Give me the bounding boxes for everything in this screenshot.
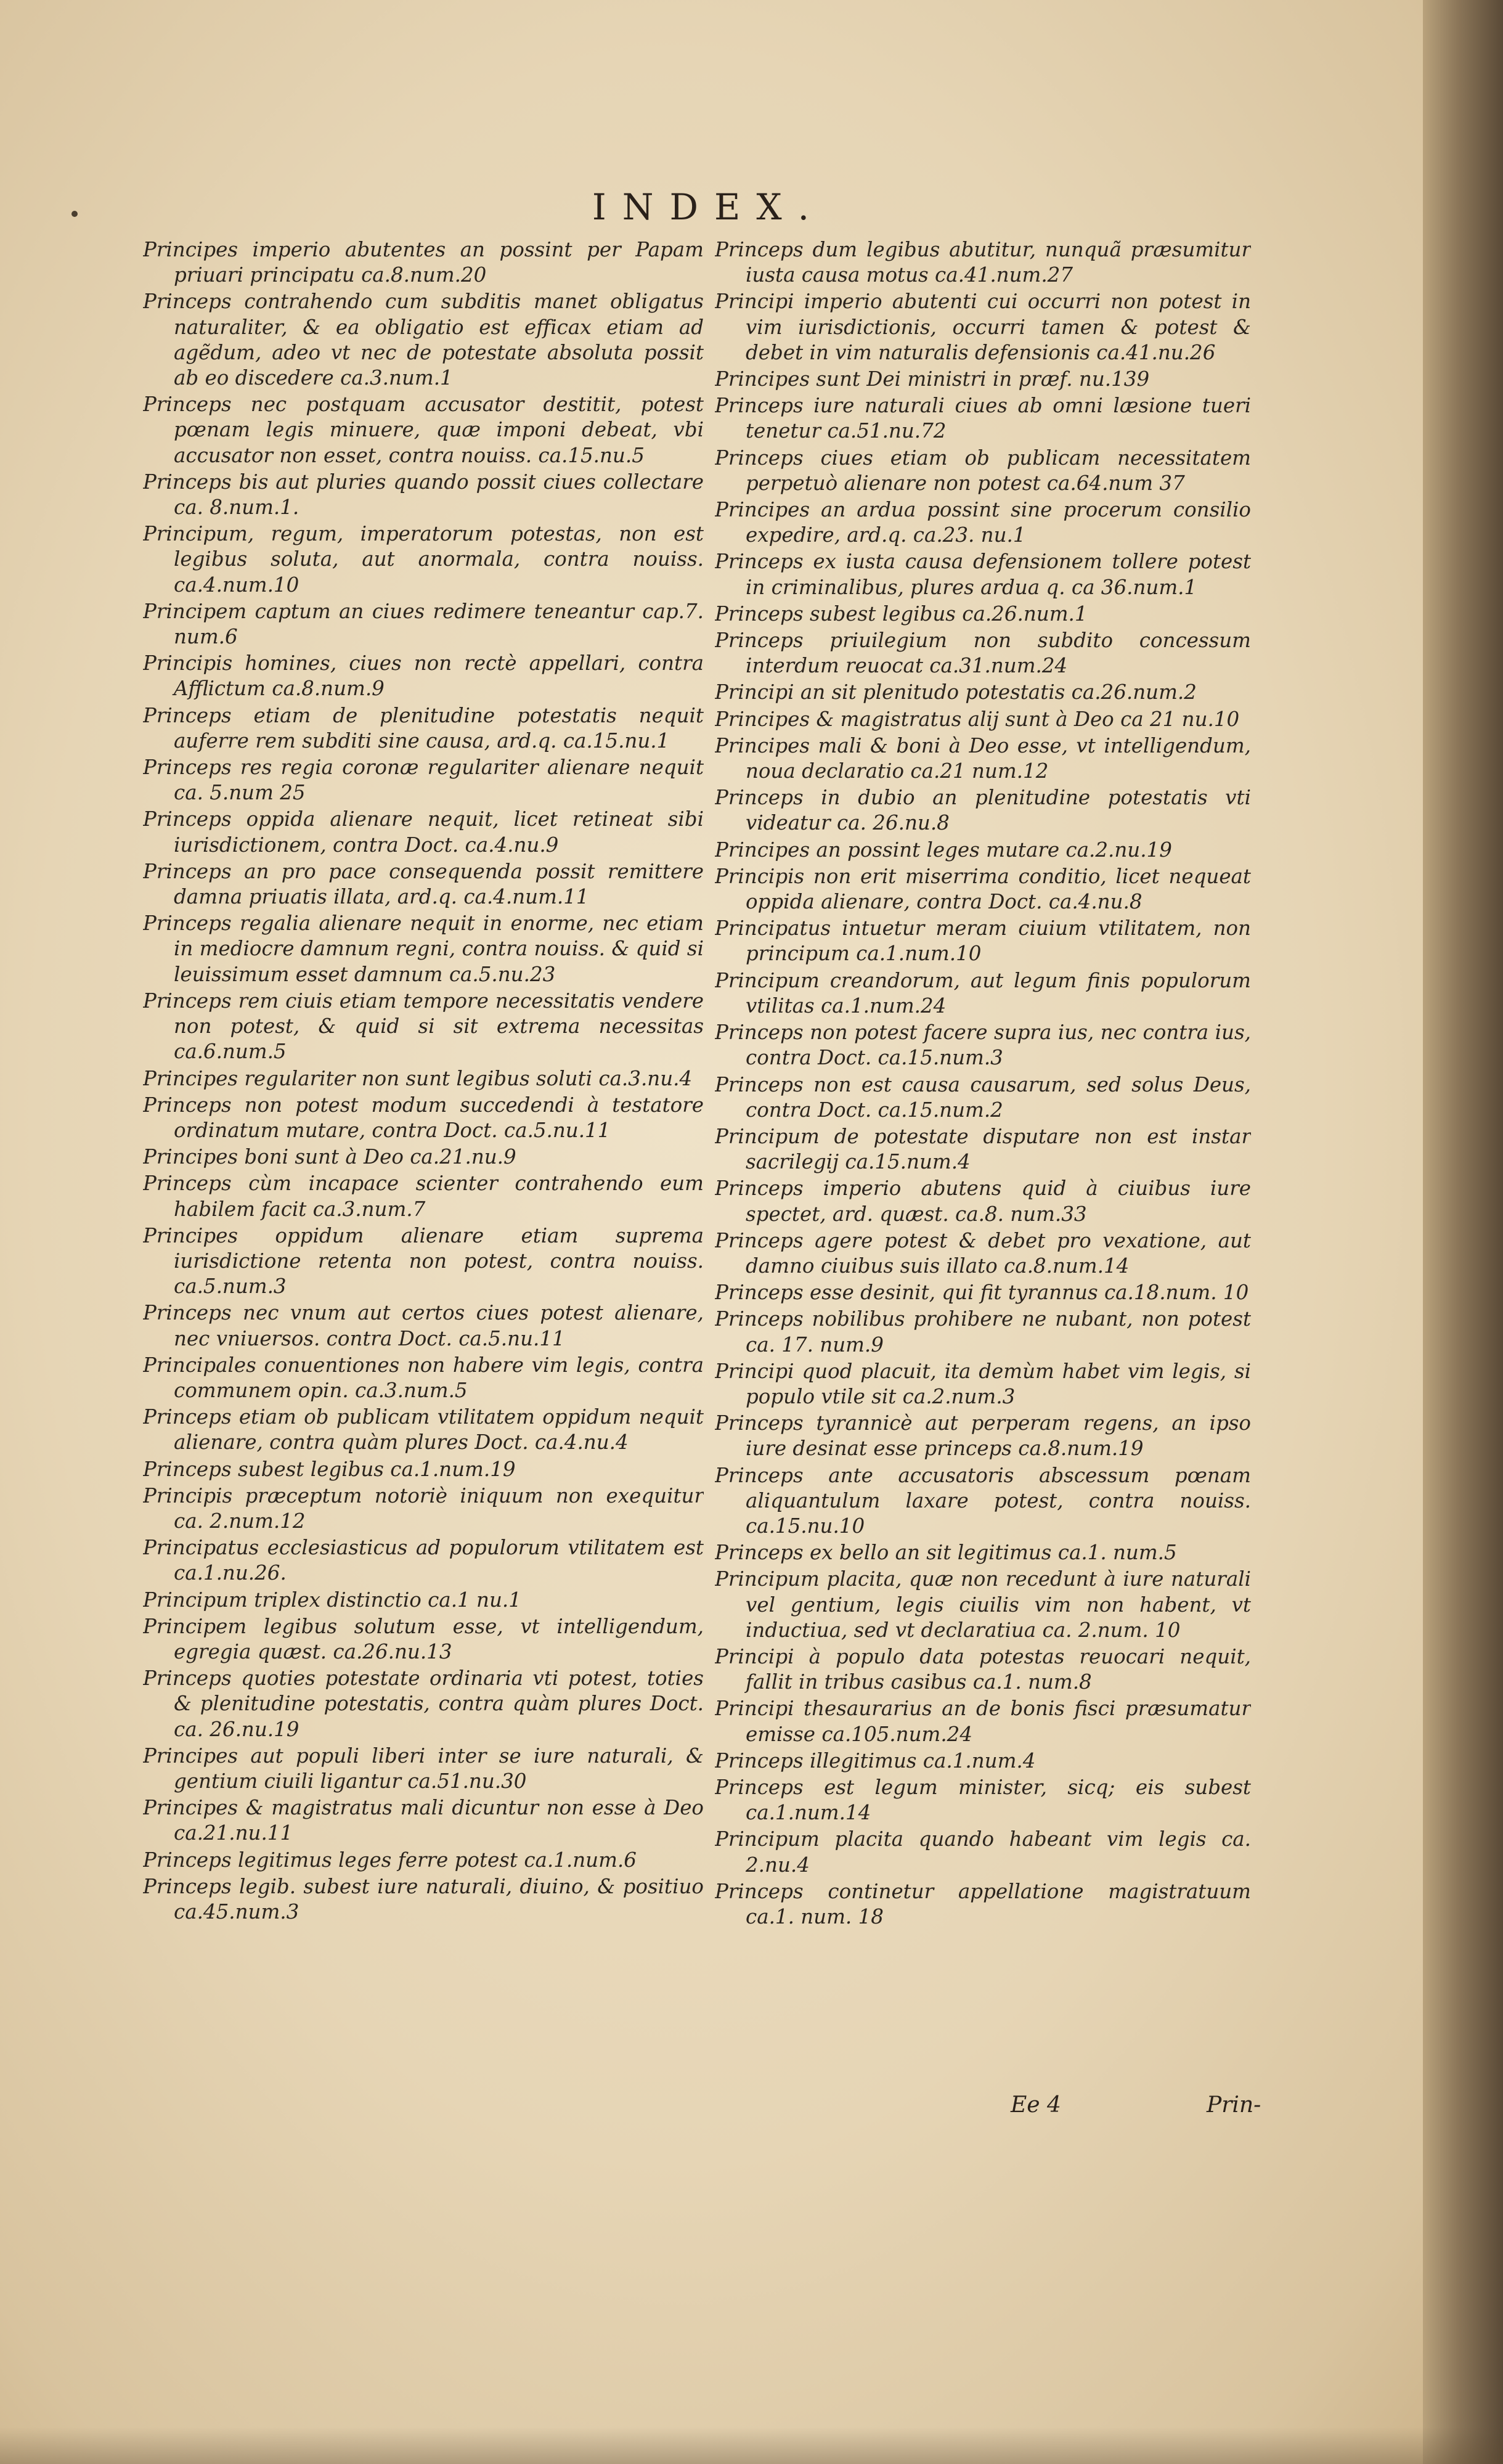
index-entry: Princeps cùm incapace scienter contrahendo eum habilem facit ca.3.num.7 [143,1172,704,1221]
index-entry: Principis homines, ciues non rectè appellari, contra Afflictum ca.8.num.9 [143,651,704,701]
index-entry: Principis non erit miserrima conditio, licet nequeat oppida alienare, contra Doct. ca.4.nu.8 [715,864,1251,914]
index-entry: Principi thesaurarius an de bonis fisci præsumatur emisse ca.105.num.24 [715,1697,1251,1746]
index-entry: Principes aut populi liberi inter se iure naturali, & gentium ciuili ligantur ca.51.nu.30 [143,1744,704,1793]
index-entry: Princeps agere potest & debet pro vexatione, aut damno ciuibus suis illato ca.8.num.14 [715,1228,1251,1278]
signature-mark: Ee 4 [1011,2092,1061,2118]
page-bottom-shadow [0,2427,1503,2464]
index-entry: Princeps ante accusatoris abscessum pœnam aliquantulum laxare potest, contra nouiss. ca.15.nu.10 [715,1463,1251,1538]
index-entry: Principum triplex distinctio ca.1 nu.1 [143,1588,521,1612]
index-entry: Princeps contrahendo cum subditis manet obligatus naturaliter, & ea obligatio est efficax etiam ad agẽdum, adeo vt nec de potestate absoluta possit ab eo discedere ca.3.num.1 [143,290,704,390]
index-entry: Princeps esse desinit, qui fit tyrannus ca.18.num. 10 [715,1281,1249,1305]
index-entry: Principes an ardua possint sine procerum consilio expedire, ard.q. ca.23. nu.1 [715,498,1251,547]
index-entry: Principum placita quando habeant vim legis ca. 2.nu.4 [715,1827,1251,1877]
index-entry: Princeps quoties potestate ordinaria vti potest, toties & plenitudine potestatis, contra quàm plures Doct. ca. 26.nu.19 [143,1666,704,1741]
index-entry: Princeps rem ciuis etiam tempore necessitatis vendere non potest, & quid si sit extrema necessitas ca.6.num.5 [143,989,704,1064]
index-entry: Princeps oppida alienare nequit, licet retineat sibi iurisdictionem, contra Doct. ca.4.nu.9 [143,807,704,857]
index-entry: Princeps non potest facere supra ius, nec contra ius, contra Doct. ca.15.num.3 [715,1021,1251,1070]
page-footer [1011,2092,1319,2129]
index-entry: Princeps ciues etiam ob publicam necessitatem perpetuò alienare non potest ca.64.num 37 [715,446,1251,495]
index-entry: Princeps illegitimus ca.1.num.4 [715,1748,1036,1773]
index-entry: Princeps in dubio an plenitudine potestatis vti videatur ca. 26.nu.8 [715,786,1251,835]
index-entry: Princeps est legum minister, sicq; eis subest ca.1.num.14 [715,1775,1251,1825]
index-entry: Principes & magistratus alij sunt à Deo ca 21 nu.10 [715,707,1240,731]
index-entry: Princeps nec postquam accusator destitit, potest pœnam legis minuere, quæ imponi debeat, vbi accusator non esset, contra nouiss. ca.15.nu.5 [143,393,704,467]
index-entry: Principem legibus solutum esse, vt intelligendum, egregia quæst. ca.26.nu.13 [143,1614,704,1663]
index-entry: Principes imperio abutentes an possint per Papam priuari principatu ca.8.num.20 [143,238,704,287]
index-entry: Princeps subest legibus ca.26.num.1 [715,602,1088,626]
index-entry: Principes & magistratus mali dicuntur non esse à Deo ca.21.nu.11 [143,1796,704,1845]
index-entry: Princeps ex iusta causa defensionem tollere potest in criminalibus, plures ardua q. ca 36.num.1 [715,550,1251,599]
index-entry: Principes mali & boni à Deo esse, vt intelligendum, noua declaratio ca.21 num.12 [715,733,1251,783]
index-entry: Princeps priuilegium non subdito concessum interdum reuocat ca.31.num.24 [715,629,1251,678]
index-entry: Principi an sit plenitudo potestatis ca.26.num.2 [715,680,1197,704]
page-title: INDEX. [592,186,826,228]
index-entry: Princeps continetur appellatione magistratuum ca.1. num. 18 [715,1879,1251,1928]
index-entry: Princeps subest legibus ca.1.num.19 [143,1457,516,1481]
index-entry: Princeps res regia coronæ regulariter alienare nequit ca. 5.num 25 [143,756,704,805]
index-entry: Principes oppidum alienare etiam suprema iurisdictione retenta non potest, contra nouiss. ca.5.num.3 [143,1223,704,1299]
index-entry: Principales conuentiones non habere vim legis, contra communem opin. ca.3.num.5 [143,1353,704,1402]
index-entry: Principes regulariter non sunt legibus soluti ca.3.nu.4 [143,1066,693,1090]
index-entry: Principatus ecclesiasticus ad populorum vtilitatem est ca.1.nu.26. [143,1536,704,1585]
index-entry: Principem captum an ciues redimere teneantur cap.7. num.6 [143,599,704,649]
index-entry: Princeps etiam de plenitudine potestatis nequit auferre rem subditi sine causa, ard.q. ca.15.nu.1 [143,703,704,753]
index-entry: Princeps non potest modum succedendi à testatore ordinatum mutare, contra Doct. ca.5.nu.11 [143,1093,704,1142]
index-entry: Principatus intuetur meram ciuium vtilitatem, non principum ca.1.num.10 [715,916,1251,966]
page-edge-shadow [1423,0,1503,2464]
index-entry: Princeps an pro pace consequenda possit remittere damna priuatis illata, ard.q. ca.4.num.11 [143,859,704,909]
index-entry: Princeps iure naturali ciues ab omni læsione tueri tenetur ca.51.nu.72 [715,394,1251,443]
index-entry: Princeps dum legibus abutitur, nunquã præsumitur iusta causa motus ca.41.num.27 [715,238,1251,287]
index-entry: Principis præceptum notoriè iniquum non exequitur ca. 2.num.12 [143,1483,704,1533]
index-entry: Princeps imperio abutens quid à ciuibus iure spectet, ard. quæst. ca.8. num.33 [715,1177,1251,1226]
index-column-left [143,237,704,2148]
ink-spot [71,211,78,217]
index-entry: Princeps legitimus leges ferre potest ca.1.num.6 [143,1848,637,1872]
catchword: Prin- [1207,2092,1261,2118]
index-entry: Principes an possint leges mutare ca.2.nu.19 [715,838,1172,862]
index-entry: Principi à populo data potestas reuocari nequit, fallit in tribus casibus ca.1. num.8 [715,1644,1251,1694]
index-entry: Princeps bis aut pluries quando possit ciues collectare ca. 8.num.1. [143,470,704,520]
index-entry: Principi imperio abutenti cui occurri non potest in vim iurisdictionis, occurri tamen & potest & debet in vim naturalis defensionis ca.41.nu.26 [715,290,1251,364]
index-entry: Principum de potestate disputare non est instar sacrilegij ca.15.num.4 [715,1124,1251,1174]
index-column-right [715,237,1251,2148]
index-entry: Principi quod placuit, ita demùm habet vim legis, si populo vtile sit ca.2.num.3 [715,1359,1251,1408]
index-entry: Princeps nobilibus prohibere ne nubant, non potest ca. 17. num.9 [715,1307,1251,1356]
index-entry: Principum placita, quæ non recedunt à iure naturali vel gentium, legis ciuilis vim non habent, vt inductiua, sed vt declaratiua ca. 2.num. 10 [715,1567,1251,1642]
index-entry: Principes boni sunt à Deo ca.21.nu.9 [143,1145,516,1169]
index-entry: Principum, regum, imperatorum potestas, non est legibus soluta, aut anormala, contra nouiss. ca.4.num.10 [143,522,704,597]
index-entry: Princeps nec vnum aut certos ciues potest alienare, nec vniuersos. contra Doct. ca.5.nu.11 [143,1301,704,1350]
index-entry: Princeps regalia alienare nequit in enorme, nec etiam in mediocre damnum regni, contra nouiss. & quid si leuissimum esset damnum ca.5.nu.23 [143,912,704,986]
index-entry: Princeps ex bello an sit legitimus ca.1. num.5 [715,1541,1177,1565]
index-entry: Princeps tyrannicè aut perperam regens, an ipso iure desinat esse princeps ca.8.num.19 [715,1411,1251,1461]
index-entry: Princeps etiam ob publicam vtilitatem oppidum nequit alienare, contra quàm plures Doct. ca.4.nu.4 [143,1405,704,1454]
index-entry: Princeps non est causa causarum, sed solus Deus, contra Doct. ca.15.num.2 [715,1072,1251,1122]
index-entry: Principum creandorum, aut legum finis populorum vtilitas ca.1.num.24 [715,968,1251,1018]
index-entry: Principes sunt Dei ministri in præf. nu.139 [715,367,1150,391]
index-entry: Princeps legib. subest iure naturali, diuino, & positiuo ca.45.num.3 [143,1874,704,1923]
